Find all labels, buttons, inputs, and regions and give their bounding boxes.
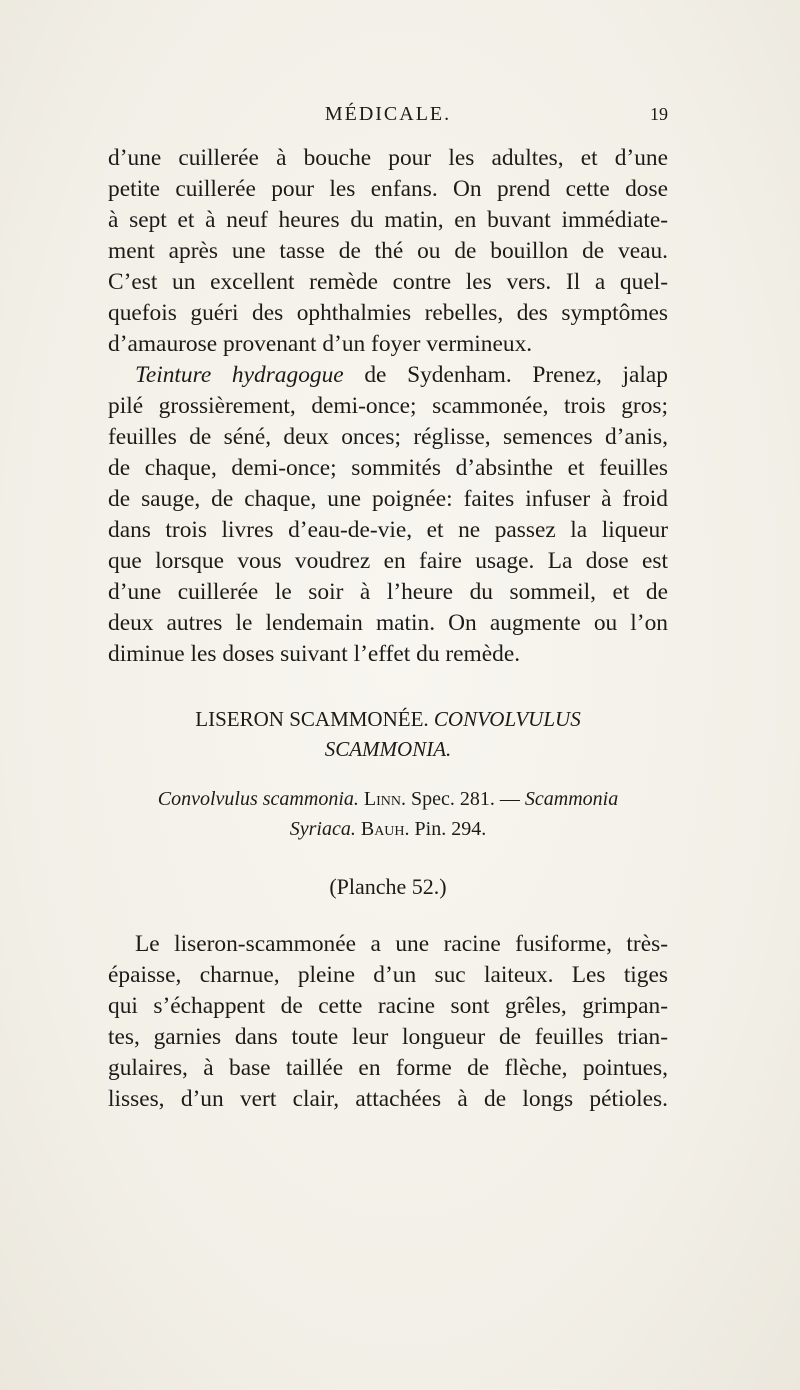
text-line: d’une cuillerée le soir à l’heure du sommeil, et de — [108, 579, 668, 605]
heading-latin: CONVOLVULUS — [433, 707, 581, 731]
text-line: de sauge, de chaque, une poignée: faites infuser à froid — [108, 486, 668, 512]
text-line: qui s’échappent de cette racine sont grêles, grimpan- — [108, 993, 668, 1019]
text-line: quefois guéri des ophthalmies rebelles, des symptômes — [108, 300, 668, 326]
text-line: d’une cuillerée à bouche pour les adultes, et d’une — [108, 145, 668, 171]
synonym-name: Convolvulus scammonia. — [157, 788, 359, 810]
text-line: tes, garnies dans toute leur longueur de feuilles trian- — [108, 1024, 668, 1050]
running-title: MÉDICALE. — [324, 103, 452, 125]
heading-french: LISERON SCAMMONÉE. — [195, 707, 429, 731]
text-line: lisses, d’un vert clair, attachées à de longs pétioles. — [108, 1086, 668, 1112]
text-line: à sept et à neuf heures du matin, en buvant immédiate- — [108, 207, 668, 233]
synonym-reference: Spec. 281. — — [410, 788, 520, 810]
synonym-author: Bauh. — [360, 818, 410, 840]
synonym-author: Linn. — [363, 788, 406, 810]
synonym-name: Syriaca. — [289, 818, 356, 840]
text-line: d’amaurose provenant d’un foyer vermineux. — [108, 331, 533, 357]
synonym-reference: Pin. 294. — [414, 818, 487, 840]
text-line-lead — [135, 360, 668, 390]
text-line: gulaires, à base taillée en forme de flèche, pointues, — [108, 1055, 668, 1081]
text-line: épaisse, charnue, pleine d’un suc laiteux. Les tiges — [108, 962, 668, 988]
section-heading-cont — [108, 734, 668, 764]
text-line: feuilles de séné, deux onces; réglisse, semences d’anis, — [108, 424, 668, 450]
synonym-name: Scammonia — [524, 788, 619, 810]
section-heading — [108, 704, 668, 734]
text-line: ment après une tasse de thé ou de bouillon de veau. — [108, 238, 668, 264]
plate-reference: (Planche 52.) — [329, 874, 447, 899]
text-line: diminue les doses suivant l’effet du remède. — [108, 641, 521, 667]
recipe-lead-text: de Sydenham. Prenez, jalap — [343, 362, 669, 388]
text-line: dans trois livres d’eau-de-vie, et ne passez la liqueur — [108, 517, 668, 543]
recipe-name: Teinture hydragogue — [135, 362, 344, 388]
running-head — [108, 103, 668, 133]
text-line: pilé grossièrement, demi-once; scammonée, trois gros; — [108, 393, 668, 419]
text-line: de chaque, demi-once; sommités d’absinthe et feuilles — [108, 455, 668, 481]
text-line: Le liseron-scammonée a une racine fusiforme, très- — [135, 931, 668, 957]
text-line: que lorsque vous voudrez en faire usage. La dose est — [108, 548, 668, 574]
synonym-line — [108, 814, 668, 844]
synonym-line — [108, 784, 668, 814]
text-line: deux autres le lendemain matin. On augmente ou l’on — [108, 610, 668, 636]
text-line: petite cuillerée pour les enfans. On prend cette dose — [108, 176, 668, 202]
heading-latin-cont: SCAMMONIA. — [324, 737, 452, 761]
page-number: 19 — [650, 104, 668, 124]
text-line: C’est un excellent remède contre les vers. Il a quel- — [108, 269, 668, 295]
